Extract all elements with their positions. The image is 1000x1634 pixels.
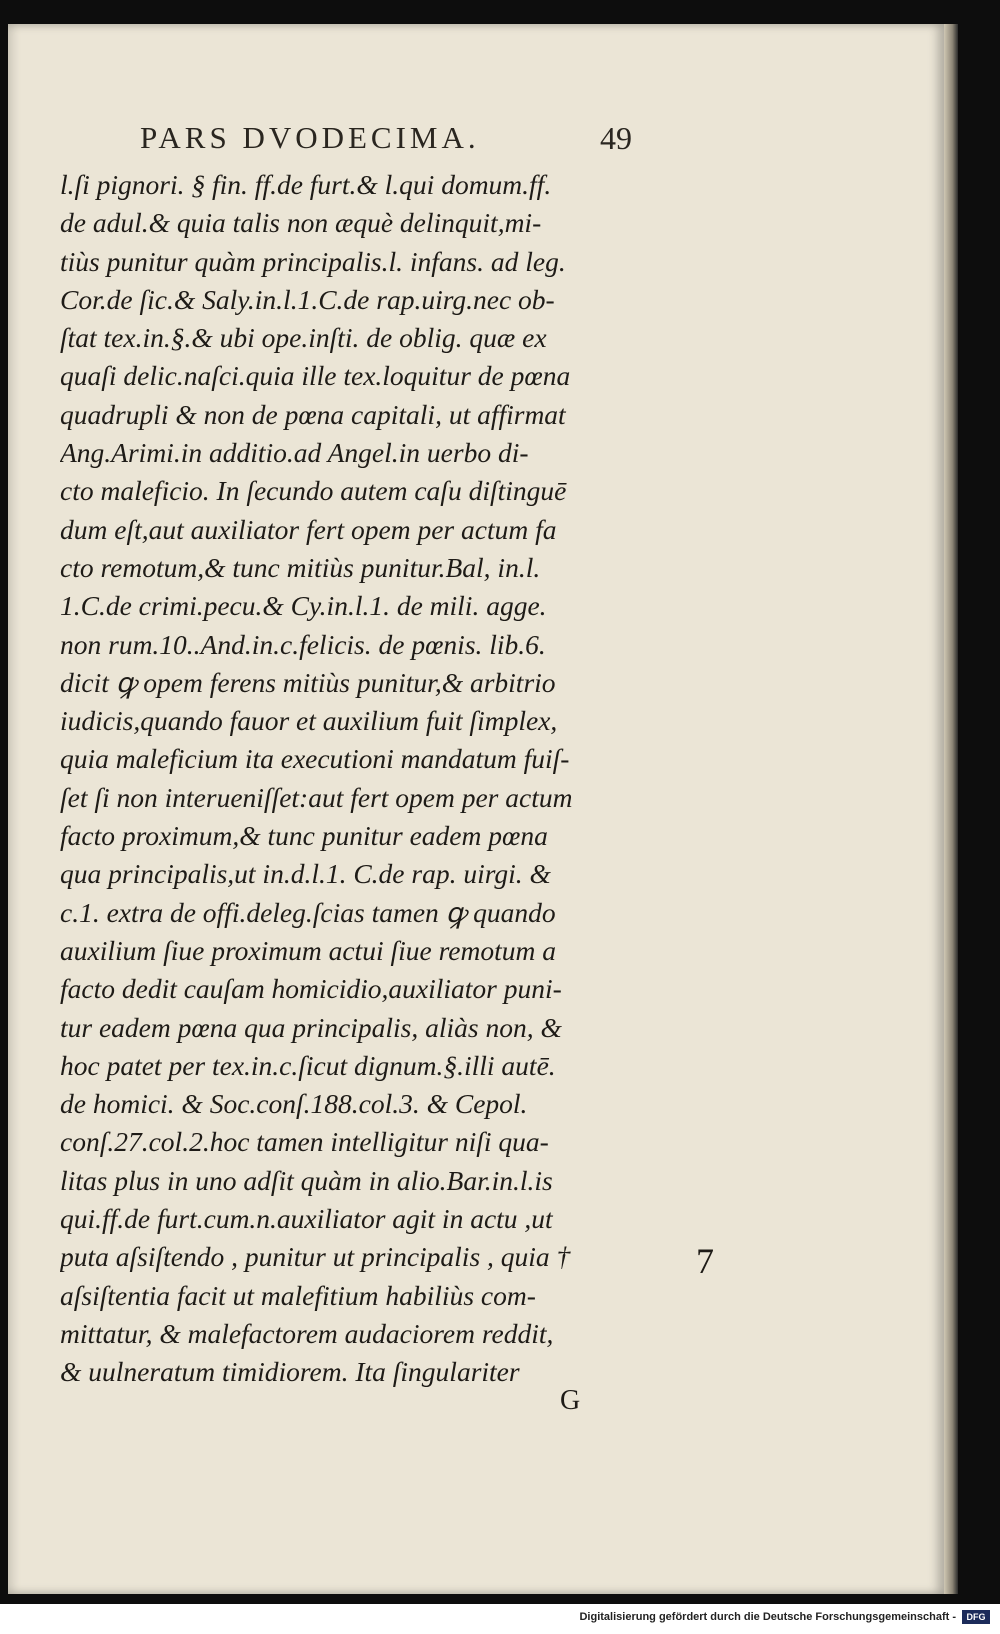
text-line: 1.C.de crimi.pecu.& Cy.in.l.1. de mili. agge. [60,590,547,622]
text-line: & uulneratum timidiorem. Ita ſingulariter [60,1356,520,1388]
text-line: non rum.10..And.in.c.felicis. de pœnis. lib.6. [60,628,546,660]
text-line: qua principalis,ut in.d.l.1. C.de rap. uirgi. & [60,858,551,890]
text-line: tiùs punitur quàm principalis.l. infans. ad leg. [60,245,566,277]
text-line: de homici. & Soc.conſ.188.col.3. & Cepol. [60,1088,528,1120]
text-line: facto proximum,& tunc punitur eadem pœna [60,820,548,852]
text-line: Cor.de ſic.& Saly.in.l.1.C.de rap.uirg.nec ob- [60,283,555,315]
text-line: c.1. extra de offi.deleg.ſcias tamen ꝙ quando [60,896,556,928]
text-line: dum eſt,aut auxiliator fert opem per actum fa [60,513,557,545]
text-line: facto dedit cauſam homicidio,auxiliator puni- [60,973,562,1005]
text-line: litas plus in uno adſit quàm in alio.Bar.in.l.is [60,1164,553,1196]
text-line: aſsiſtentia facit ut malefitium habiliùs com- [60,1279,536,1311]
text-line: de adul.& quia talis non æquè delinquit,mi- [60,207,542,239]
text-line: quaſi delic.naſci.quia ille tex.loquitur de pœna [60,360,571,392]
text-line: puta aſsiſtendo , punitur ut principalis , quia † [60,1241,571,1273]
dfg-logo: DFG [962,1610,990,1624]
page-edge [944,24,958,1594]
text-line: auxilium ſiue proximum actui ſiue remotum a [60,934,556,966]
text-line: hoc patet per tex.in.c.ſicut dignum.§.illi autē. [60,1049,556,1081]
footer-credit: Digitalisierung gefördert durch die Deutsche Forschungsgemeinschaft - [579,1611,956,1623]
text-line: l.ſi pignori. § fin. ff.de furt.& l.qui domum.ff. [60,169,552,200]
text-line: iudicis,quando fauor et auxilium fuit ſimplex, [60,705,558,737]
text-line: cto remotum,& tunc mitiùs punitur.Bal, in.l. [60,551,541,583]
signature-mark: G [560,1385,581,1416]
text-line: ſtat tex.in.§.& ubi ope.inſti. de oblig. quæ ex [60,322,547,354]
text-line: conſ.27.col.2.hoc tamen intelligitur niſi qua- [60,1126,549,1158]
text-line: dicit ꝙ opem ferens mitiùs punitur,& arbitrio [60,666,556,698]
text-line: qui.ff.de furt.cum.n.auxiliator agit in actu ,ut [60,1203,553,1235]
text-line: cto maleficio. In ſecundo autem caſu diſtinguē [60,475,567,507]
text-line: Ang.Arimi.in additio.ad Angel.in uerbo di- [60,437,529,469]
margin-note: 7 [696,1241,714,1281]
text-line: quadrupli & non de pœna capitali, ut affirmat [60,398,566,430]
text-line: mittatur, & malefactorem audaciorem reddit, [60,1317,554,1349]
text-line: quia maleficium ita executioni mandatum fuiſ- [60,743,570,775]
text-line: tur eadem pœna qua principalis, aliàs non, & [60,1011,562,1043]
running-head: PARS DVODECIMA. [140,120,480,155]
body-text [60,166,700,1392]
text-line: ſet ſi non interueniſſet:aut fert opem per actum [60,781,573,813]
page-number: 49 [600,120,632,156]
